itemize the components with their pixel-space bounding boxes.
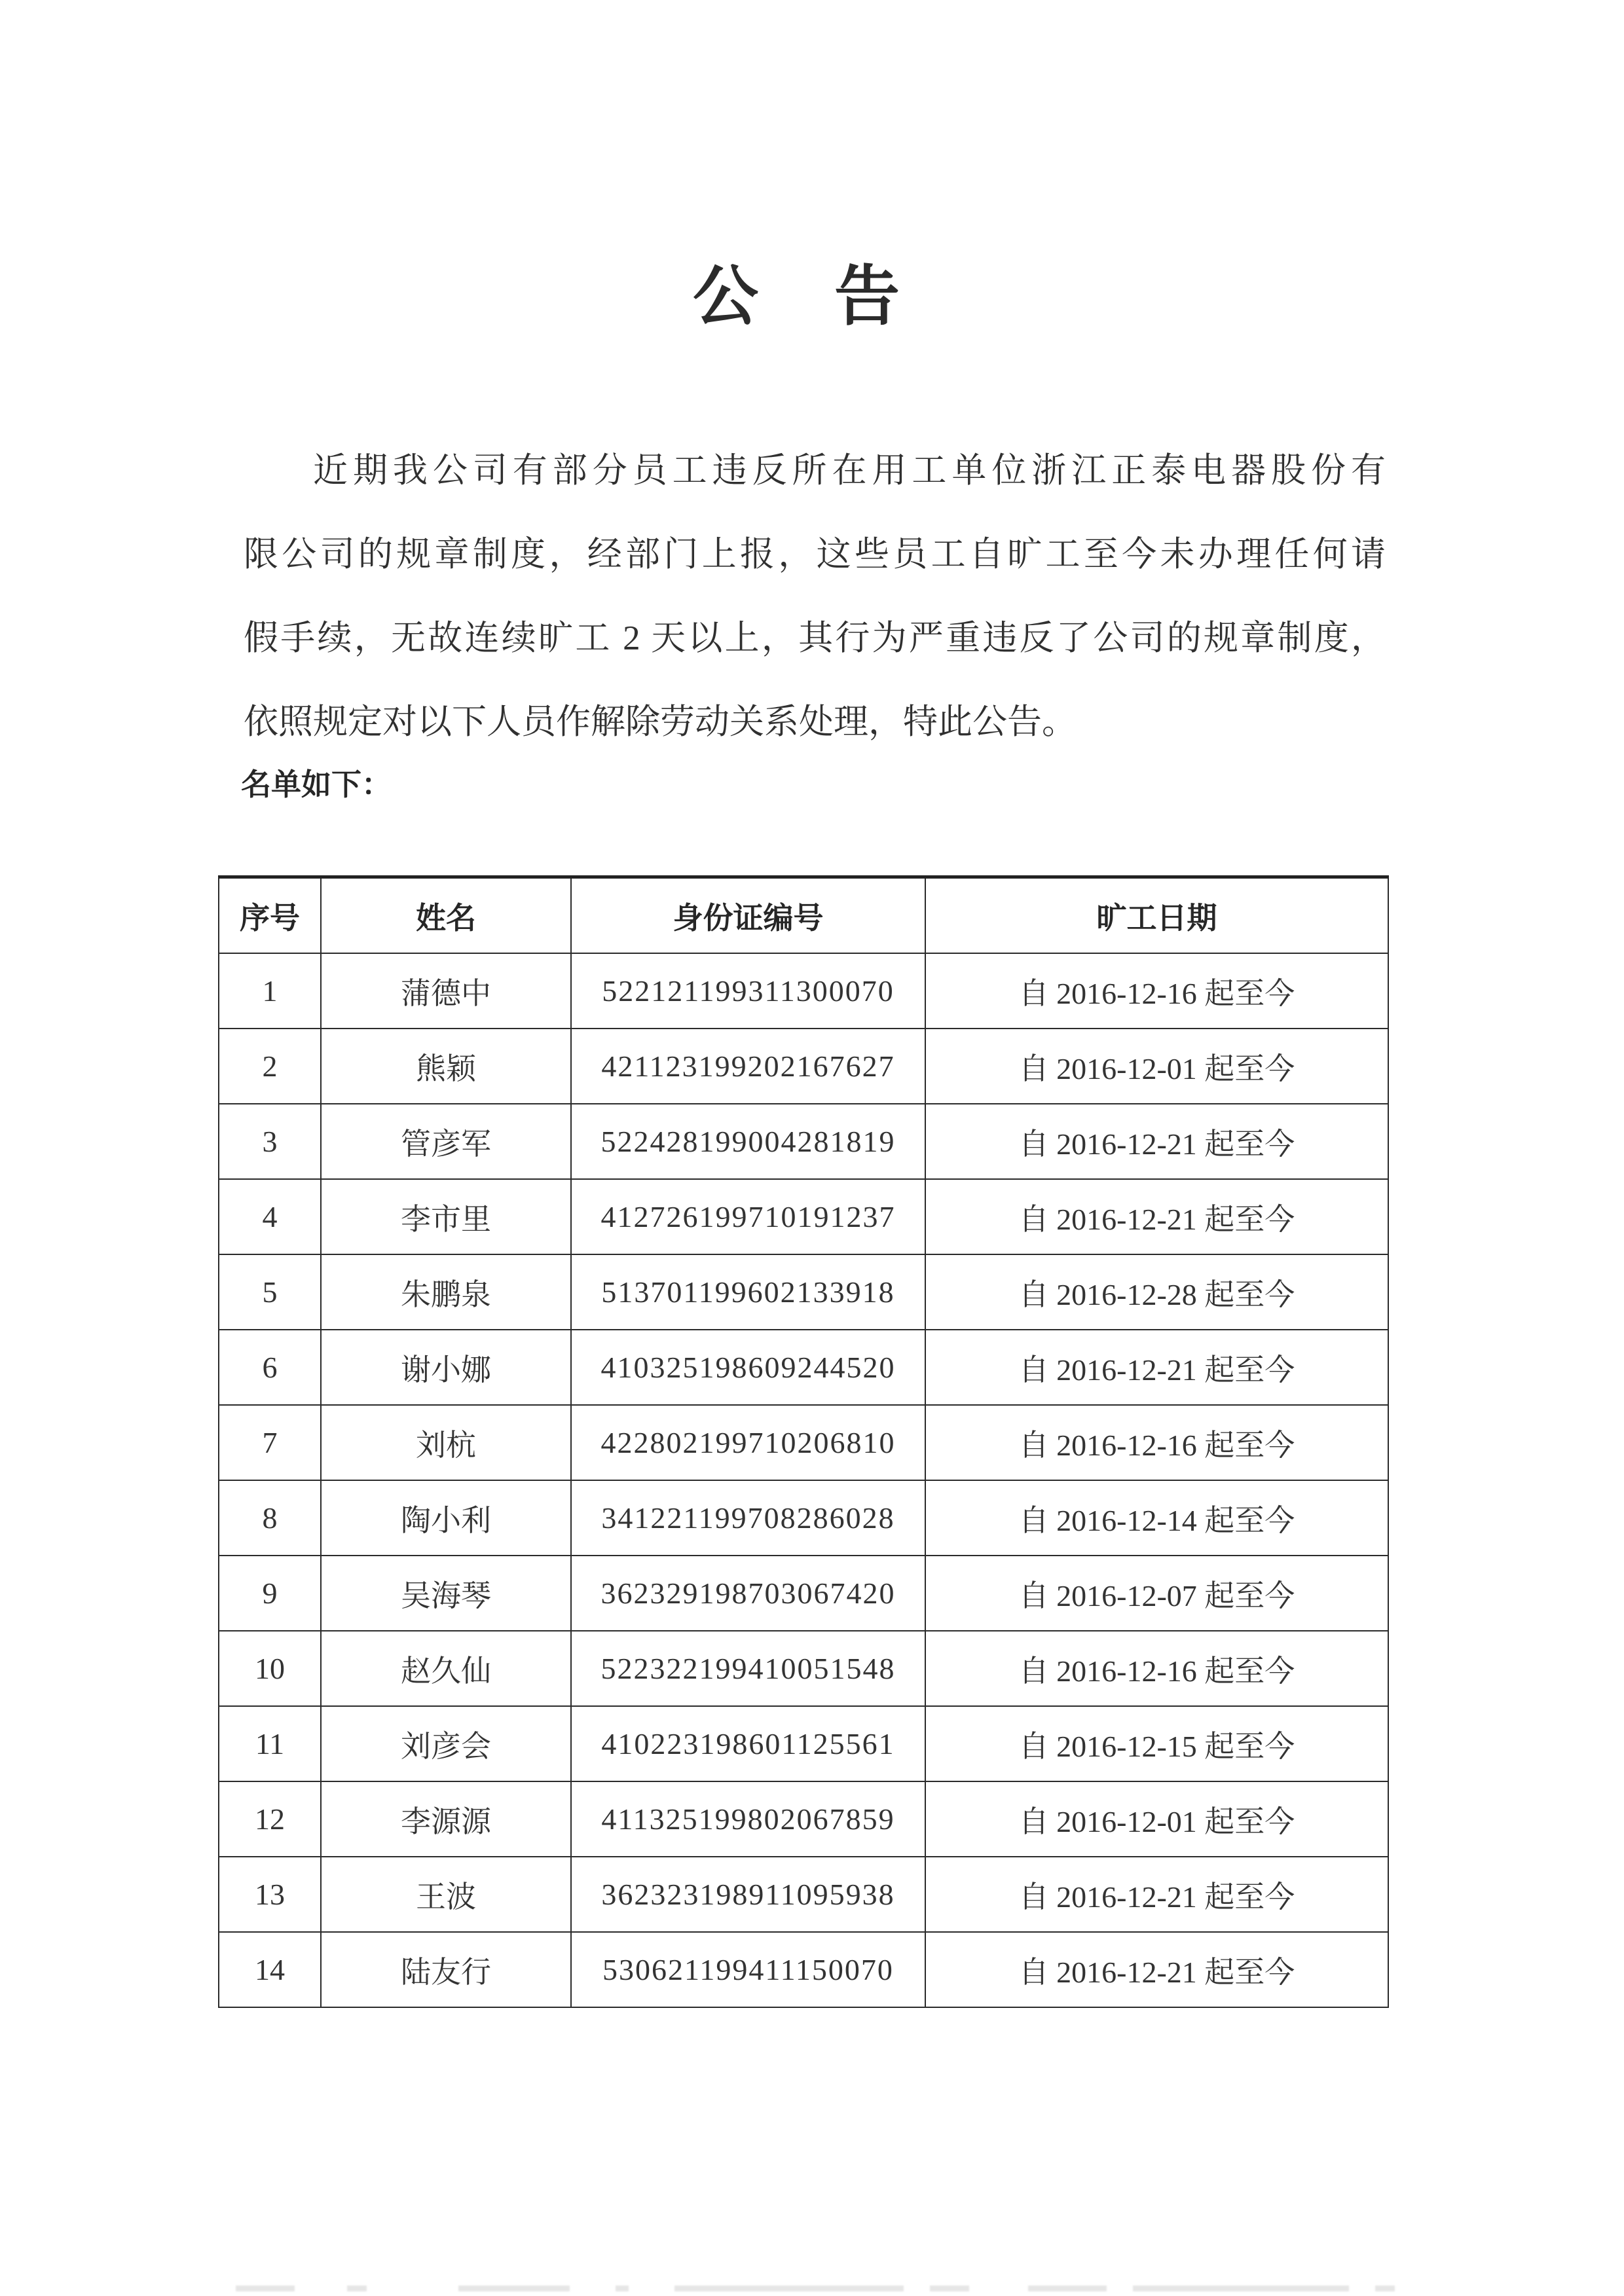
cell-absence-date: 自 2016-12-14 起至今: [925, 1480, 1388, 1556]
table-row: [219, 1254, 1388, 1330]
cell-serial-number: 1: [219, 953, 321, 1029]
table-row: [219, 953, 1388, 1029]
cell-employee-name: 吴海琴: [321, 1556, 571, 1631]
cell-employee-name: 王波: [321, 1857, 571, 1932]
cell-serial-number: 6: [219, 1330, 321, 1405]
cell-absence-date: 自 2016-12-21 起至今: [925, 1104, 1388, 1179]
cell-serial-number: 2: [219, 1029, 321, 1104]
cell-serial-number: 13: [219, 1857, 321, 1932]
cell-employee-name: 赵久仙: [321, 1631, 571, 1706]
table-row: [219, 1029, 1388, 1104]
header-姓名: 姓名: [321, 877, 571, 954]
table-row: [219, 1631, 1388, 1706]
cell-serial-number: 3: [219, 1104, 321, 1179]
list-label: 名单如下：: [241, 768, 392, 801]
cell-employee-name: 谢小娜: [321, 1330, 571, 1405]
cell-id-number: 421123199202167627: [571, 1029, 925, 1104]
cell-employee-name: 管彦军: [321, 1104, 571, 1179]
table-row: [219, 1104, 1388, 1179]
table-row: [219, 1706, 1388, 1781]
cell-employee-name: 李源源: [321, 1781, 571, 1857]
table-body: [219, 953, 1388, 2007]
cell-absence-date: 自 2016-12-28 起至今: [925, 1254, 1388, 1330]
cell-absence-date: 自 2016-12-21 起至今: [925, 1330, 1388, 1405]
cell-employee-name: 熊颖: [321, 1029, 571, 1104]
cell-id-number: 362329198703067420: [571, 1556, 925, 1631]
scan-artifact-bottom: [223, 2284, 1401, 2293]
table-row: [219, 1781, 1388, 1857]
cell-serial-number: 10: [219, 1631, 321, 1706]
cell-employee-name: 刘彦会: [321, 1706, 571, 1781]
cell-id-number: 530621199411150070: [571, 1932, 925, 2007]
cell-employee-name: 朱鹏泉: [321, 1254, 571, 1330]
cell-serial-number: 5: [219, 1254, 321, 1330]
cell-absence-date: 自 2016-12-21 起至今: [925, 1932, 1388, 2007]
cell-serial-number: 7: [219, 1405, 321, 1480]
cell-absence-date: 自 2016-12-07 起至今: [925, 1556, 1388, 1631]
cell-absence-date: 自 2016-12-01 起至今: [925, 1029, 1388, 1104]
table-row: [219, 1405, 1388, 1480]
paragraph-line-2: 限公司的规章制度，经部门上报，这些员工自旷工至今未办理任何请: [244, 536, 1386, 574]
table-row: [219, 1932, 1388, 2007]
cell-absence-date: 自 2016-12-21 起至今: [925, 1857, 1388, 1932]
header-旷工日期: 旷工日期: [925, 877, 1388, 954]
cell-id-number: 422802199710206810: [571, 1405, 925, 1480]
cell-id-number: 411325199802067859: [571, 1781, 925, 1857]
cell-serial-number: 14: [219, 1932, 321, 2007]
cell-absence-date: 自 2016-12-01 起至今: [925, 1781, 1388, 1857]
cell-absence-date: 自 2016-12-21 起至今: [925, 1179, 1388, 1254]
cell-employee-name: 刘杭: [321, 1405, 571, 1480]
cell-absence-date: 自 2016-12-16 起至今: [925, 1405, 1388, 1480]
cell-employee-name: 陶小利: [321, 1480, 571, 1556]
header-身份证编号: 身份证编号: [571, 877, 925, 954]
cell-serial-number: 4: [219, 1179, 321, 1254]
cell-absence-date: 自 2016-12-16 起至今: [925, 1631, 1388, 1706]
cell-id-number: 522121199311300070: [571, 953, 925, 1029]
table-row: [219, 1857, 1388, 1932]
table-header-row: [219, 877, 1388, 954]
cell-serial-number: 9: [219, 1556, 321, 1631]
cell-serial-number: 11: [219, 1706, 321, 1781]
cell-serial-number: 12: [219, 1781, 321, 1857]
table-row: [219, 1480, 1388, 1556]
cell-serial-number: 8: [219, 1480, 321, 1556]
notice-paragraph: [244, 429, 1386, 764]
cell-id-number: 410223198601125561: [571, 1706, 925, 1781]
table-row: [219, 1330, 1388, 1405]
cell-employee-name: 蒲德中: [321, 953, 571, 1029]
cell-absence-date: 自 2016-12-15 起至今: [925, 1706, 1388, 1781]
absence-roster-table: [218, 875, 1389, 2008]
cell-id-number: 513701199602133918: [571, 1254, 925, 1330]
document-title: 公 告: [693, 261, 905, 333]
cell-id-number: 522322199410051548: [571, 1631, 925, 1706]
table-row: [219, 1556, 1388, 1631]
header-序号: 序号: [219, 877, 321, 954]
table-row: [219, 1179, 1388, 1254]
cell-id-number: 410325198609244520: [571, 1330, 925, 1405]
cell-id-number: 522428199004281819: [571, 1104, 925, 1179]
paragraph-line-3: 假手续，无故连续旷工 2 天以上，其行为严重违反了公司的规章制度，: [244, 619, 1386, 657]
paragraph-line-1: 近期我公司有部分员工违反所在用工单位浙江正泰电器股份有: [313, 452, 1386, 490]
cell-id-number: 362323198911095938: [571, 1857, 925, 1932]
cell-absence-date: 自 2016-12-16 起至今: [925, 953, 1388, 1029]
cell-employee-name: 李市里: [321, 1179, 571, 1254]
paragraph-line-4: 依照规定对以下人员作解除劳动关系处理，特此公告。: [244, 703, 1077, 741]
cell-employee-name: 陆友行: [321, 1932, 571, 2007]
cell-id-number: 341221199708286028: [571, 1480, 925, 1556]
cell-id-number: 412726199710191237: [571, 1179, 925, 1254]
